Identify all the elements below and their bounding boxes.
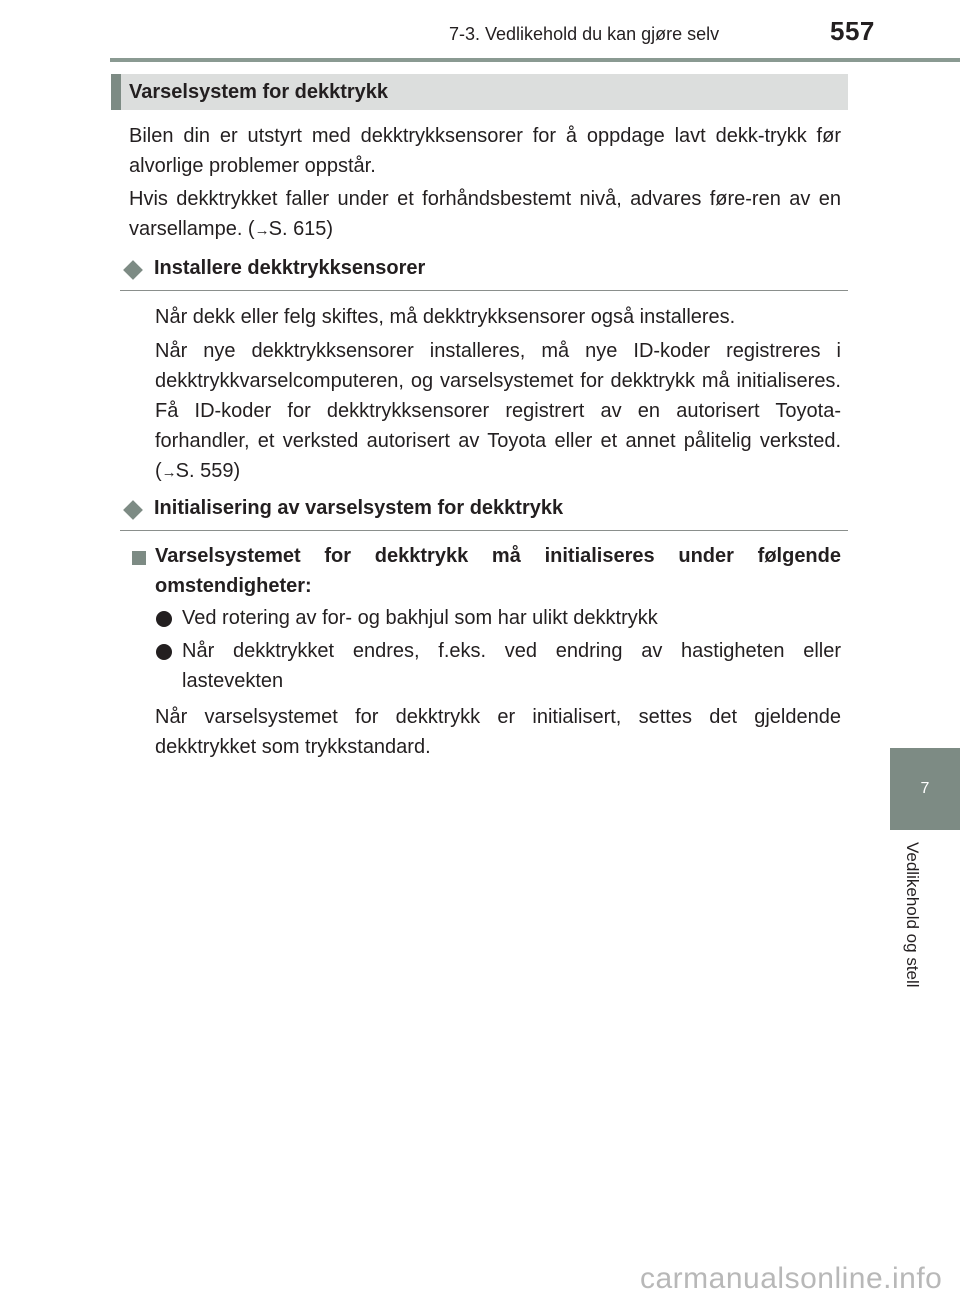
page-reference-link[interactable]: S. 559) xyxy=(175,460,241,482)
section-heading-bar xyxy=(111,74,121,110)
header-rule xyxy=(110,58,960,62)
page-number: 557 xyxy=(830,16,875,46)
bullet-dot-icon xyxy=(156,644,172,660)
section-title: Varselsystem for dekktrykk xyxy=(129,81,389,103)
chapter-tab[interactable] xyxy=(890,748,960,830)
section-heading xyxy=(111,74,848,110)
subsection-title-init: Initialisering av varselsystem for dekktrykk xyxy=(154,497,564,519)
intro-paragraph-1: Bilen din er utstyrt med dekktrykksensorer for å oppdage lavt dekk-trykk før alvorlige problemer oppstår. xyxy=(129,125,841,177)
conditions-heading: Varselsystemet for dekktrykk må initialiseres under følgende omstendigheter: xyxy=(155,545,841,597)
chapter-number: 7 xyxy=(920,780,930,797)
chapter-label: Vedlikehold og stell xyxy=(903,842,922,988)
intro-paragraph-2-text: Hvis dekktrykket faller under et forhåndsbestemt nivå, advares føre-ren av en varsellampe. ( xyxy=(129,188,841,240)
closing-paragraph: Når varselsystemet for dekktrykk er initialisert, settes det gjeldende dekktrykket som trykkstandard. xyxy=(155,706,841,758)
subsection-title-install: Installere dekktrykksensorer xyxy=(154,257,426,279)
subsection-heading-install xyxy=(120,256,848,291)
square-icon xyxy=(132,551,146,565)
intro-paragraph-2 xyxy=(129,184,841,246)
arrow-icon: → xyxy=(161,464,176,481)
install-paragraph-1: Når dekk eller felg skiftes, må dekktrykksensorer også installeres. xyxy=(155,306,736,328)
condition-bullet-2: Når dekktrykket endres, f.eks. ved endring av hastigheten eller lastevekten xyxy=(182,640,841,692)
subsection-heading-init xyxy=(120,496,848,531)
page-reference-link[interactable]: S. 615) xyxy=(268,218,334,240)
install-paragraph-2-text: Når nye dekktrykksensorer installeres, må nye ID-koder registreres i dekktrykkvarselcomputeren, og varselsystemet for dekktrykk må initialiseres. Få ID-koder for dekktrykksensorer registrert av en autorisert Toyota-forhandler, et verksted autorisert av Toyota eller et annet pålitelig verksted. ( xyxy=(155,340,841,482)
bullet-dot-icon xyxy=(156,611,172,627)
arrow-icon: → xyxy=(254,222,269,239)
install-paragraph-2 xyxy=(155,336,841,488)
condition-bullet-1: Ved rotering av for- og bakhjul som har ulikt dekktrykk xyxy=(182,607,658,629)
watermark: carmanualsonline.info xyxy=(640,1262,943,1295)
running-header-section: 7-3. Vedlikehold du kan gjøre selv xyxy=(449,24,720,44)
diamond-icon xyxy=(123,500,143,520)
diamond-icon xyxy=(123,260,143,280)
